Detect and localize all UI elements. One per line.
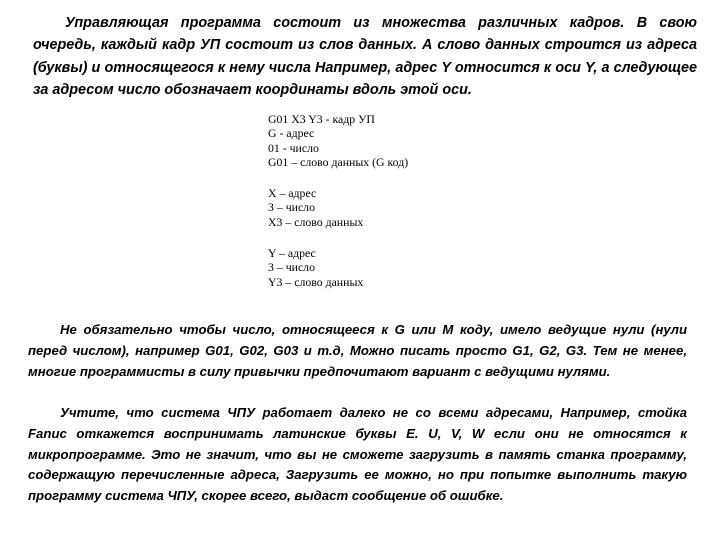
example-line: X3 – слово данных [268,214,364,229]
example-line: Y – адрес [268,246,316,261]
example-line: G01 – слово данных (G код) [268,154,409,169]
note-supported-addresses: Учтите, что система ЧПУ работает далеко не со всеми адресами, Например, стойка Fanuc откажется воспринимать латинские буквы E. U, V, W если они не относятся к микропрограмме. Это не значит, что вы не сможете загрузить в память станка программу, содержащую перечисленные адреса, Загрузить ее можно, но при попытке выполнить такую программу система ЧПУ, скорее всего, выдаст сообщение об ошибке. [28,405,687,504]
example-line: 3 – число [268,260,315,275]
example-spacer [268,169,408,186]
example-line: 3 – число [268,200,315,215]
example-block [268,112,408,289]
example-line: G01 X3 Y3 - кадр УП [268,112,375,126]
example-line: Y3 – слово данных [268,274,364,289]
example-line: X – адрес [268,186,317,201]
note-leading-zeros: Не обязательно чтобы число, относящееся к G или M коду, имело ведущие нули (нули перед числом), например G01, G02, G03 и т.д, Можно писать просто G1, G2, G3. Тем не менее, многие программисты в силу привычки предпочитают вариант с ведущими нулями. [28,322,687,379]
example-spacer [268,229,408,246]
intro-paragraph: Управляющая программа состоит из множества различных кадров. В свою очередь, каждый кадр УП состоит из слов данных. А слово данных строится из адреса (буквы) и относящегося к нему числа Например, адрес Y относится к оси Y, а следующее за адресом число обозначает координаты вдоль этой оси. [33,15,697,98]
example-line: 01 - число [268,140,319,155]
example-line: G - адрес [268,126,315,141]
